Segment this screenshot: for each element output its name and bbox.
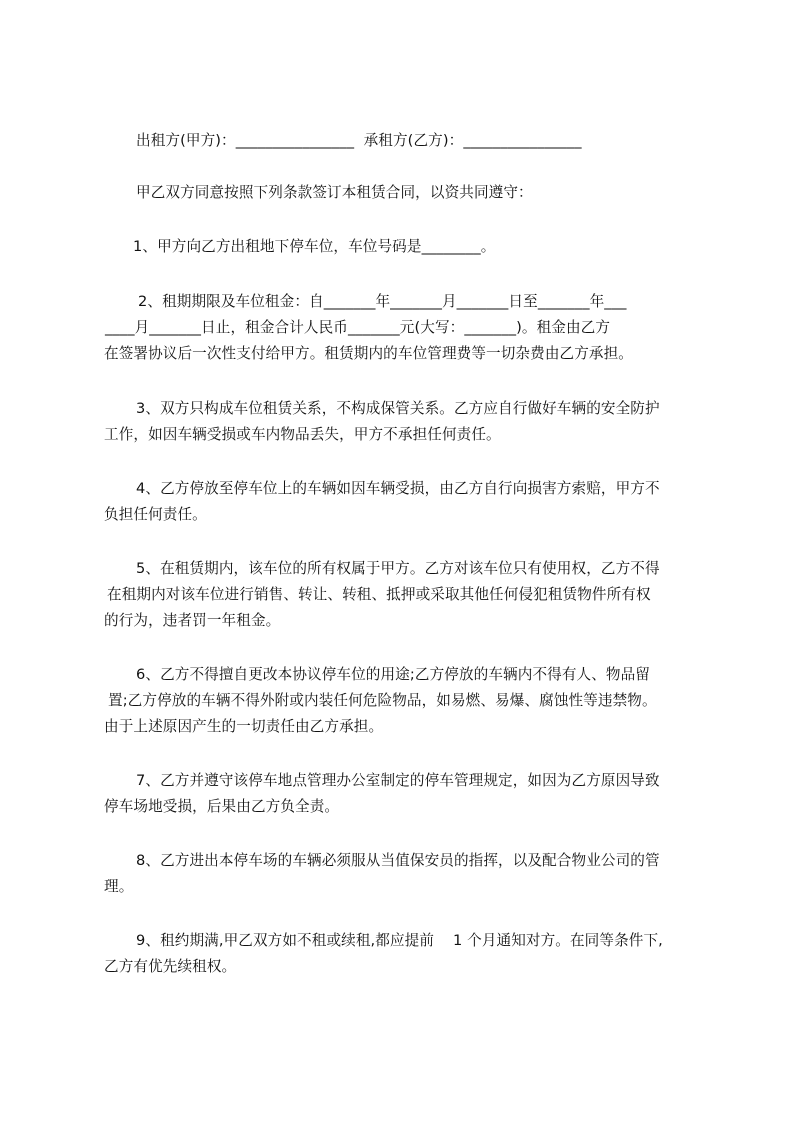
- clause-6-line-2: 置;乙方停放的车辆不得外附或内装任何危险物品，如易燃、易爆、腐蚀性等违禁物。: [108, 692, 657, 709]
- clause-2-line-1: 2、租期期限及车位租金：自_______年_______月_______日至_______年___: [138, 293, 627, 310]
- clause-2-line-3: 在签署协议后一次性支付给甲方。租赁期内的车位管理费等一切杂费由乙方承担。: [104, 345, 633, 362]
- clause-5-line-3: 的行为，违者罚一年租金。: [104, 612, 281, 629]
- clause-5-line-1: 5、在租赁期内，该车位的所有权属于甲方。乙方对该车位只有使用权，乙方不得: [136, 560, 660, 577]
- clause-9-line-2: 乙方有优先续租权。: [104, 958, 237, 975]
- clause-3-line-1: 3、双方只构成车位租赁关系，不构成保管关系。乙方应自行做好车辆的安全防护: [136, 400, 660, 417]
- intro-paragraph: 甲乙双方同意按照下列条款签订本租赁合同，以资共同遵守：: [136, 184, 533, 201]
- clause-1: 1、甲方向乙方出租地下停车位，车位号码是________。: [133, 238, 496, 255]
- clause-8-line-1: 8、乙方进出本停车场的车辆必须服从当值保安员的指挥，以及配合物业公司的管: [136, 852, 660, 869]
- clause-2-line-2: ____月_______日止，租金合计人民币_______元(大写：_______)。租金由乙方: [105, 319, 611, 336]
- clause-3-line-2: 工作，如因车辆受损或车内物品丢失，甲方不承担任何责任。: [104, 426, 501, 443]
- clause-5-line-2: 在租期内对该车位进行销售、转让、转租、抵押或采取其他任何侵犯租赁物件所有权: [107, 586, 651, 603]
- clause-4-line-1: 4、乙方停放至停车位上的车辆如因车辆受损，由乙方自行向损害方索赔，甲方不: [136, 480, 660, 497]
- clause-7-line-1: 7、乙方并遵守该停车地点管理办公室制定的停车管理规定，如因为乙方原因导致: [136, 772, 660, 789]
- clause-6-line-1: 6、乙方不得擅自更改本协议停车位的用途;乙方停放的车辆内不得有人、物品留: [136, 666, 650, 683]
- clause-4-line-2: 负担任何责任。: [104, 506, 207, 523]
- clause-7-line-2: 停车场地受损，后果由乙方负全责。: [104, 798, 340, 815]
- clause-9-line-1: 9、租约期满,甲乙双方如不租或续租,都应提前 1 个月通知对方。在同等条件下,: [136, 932, 663, 949]
- parties-line: 出租方(甲方)：________________ 承租方(乙方)：________________: [136, 132, 582, 149]
- clause-8-line-2: 理。: [104, 878, 134, 895]
- clause-6-line-3: 由于上述原因产生的一切责任由乙方承担。: [104, 718, 384, 735]
